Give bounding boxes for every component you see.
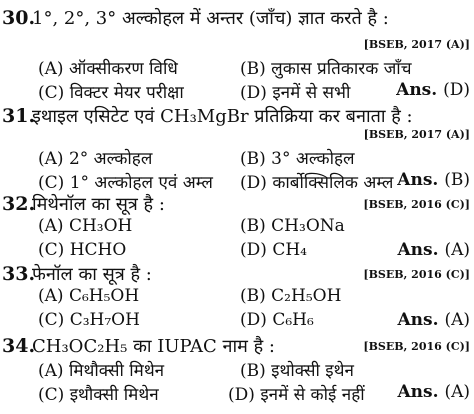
question-text: CH₃OC₂H₅ का IUPAC नाम है : [32,336,275,357]
question-number: 34. [2,335,36,357]
options-row [0,56,474,78]
option-d: (D) इनमें से कोई नहीं [228,385,365,405]
option-b: (B) 3° अल्कोहल [240,149,355,169]
answer: Ans. (A) [397,240,470,260]
option-c: (C) HCHO [38,240,127,260]
option-d: (D) इनमें से सभी [240,83,351,103]
option-b: (B) लुकास प्रतिकारक जाँच [240,59,412,79]
options-row [0,240,474,262]
question-text: मिथेनॉल का सूत्र है : [32,194,165,215]
option-c: (C) 1° अल्कोहल एवं अम्ल [38,173,213,193]
question-text: फेनॉल का सूत्र है : [32,264,152,285]
option-a: (A) ऑक्सीकरण विधि [38,59,178,79]
exam-reference: [BSEB, 2017 (A)] [363,38,470,51]
question-number: 33. [2,263,36,285]
answer: Ans. (D) [396,80,470,100]
question-number: 32. [2,193,36,215]
question-30 [0,6,474,30]
answer: Ans. (A) [397,382,470,402]
question-31 [0,104,474,128]
exam-reference: [BSEB, 2017 (A)] [363,128,470,141]
question-text: इथाइल एसिटेट एवं CH₃MgBr प्रतिक्रिया कर बनाता है : [32,106,413,127]
option-d: (D) कार्बोक्सिलिक अम्ल [240,173,394,193]
option-c: (C) C₃H₇OH [38,310,140,330]
question-text: 1°, 2°, 3° अल्कोहल में अन्तर (जाँच) ज्ञात करते है : [32,8,389,29]
options-row [0,146,474,168]
options-row [0,286,474,308]
option-a: (A) 2° अल्कोहल [38,149,153,169]
question-number: 31. [2,105,36,127]
option-d: (D) CH₄ [240,240,307,260]
exam-reference: [BSEB, 2016 (C)] [363,340,470,353]
option-b: (B) C₂H₅OH [240,286,342,306]
answer: Ans. (B) [397,170,470,190]
option-c: (C) विक्टर मेयर परीक्षा [38,83,184,103]
option-c: (C) इथौक्सी मिथेन [38,385,159,405]
options-row [0,358,474,380]
options-row [0,216,474,238]
option-a: (A) CH₃OH [38,216,133,236]
option-b: (B) CH₃ONa [240,216,345,236]
options-row [0,310,474,332]
exam-reference: [BSEB, 2016 (C)] [363,198,470,211]
option-a: (A) मिथौक्सी मिथेन [38,361,165,381]
options-row [0,382,474,404]
options-row [0,170,474,192]
exam-reference: [BSEB, 2016 (C)] [363,268,470,281]
option-d: (D) C₆H₆ [240,310,314,330]
options-row [0,80,474,102]
answer: Ans. (A) [397,310,470,330]
question-number: 30. [2,7,36,29]
option-a: (A) C₆H₅OH [38,286,140,306]
option-b: (B) इथोक्सी इथेन [240,361,354,381]
